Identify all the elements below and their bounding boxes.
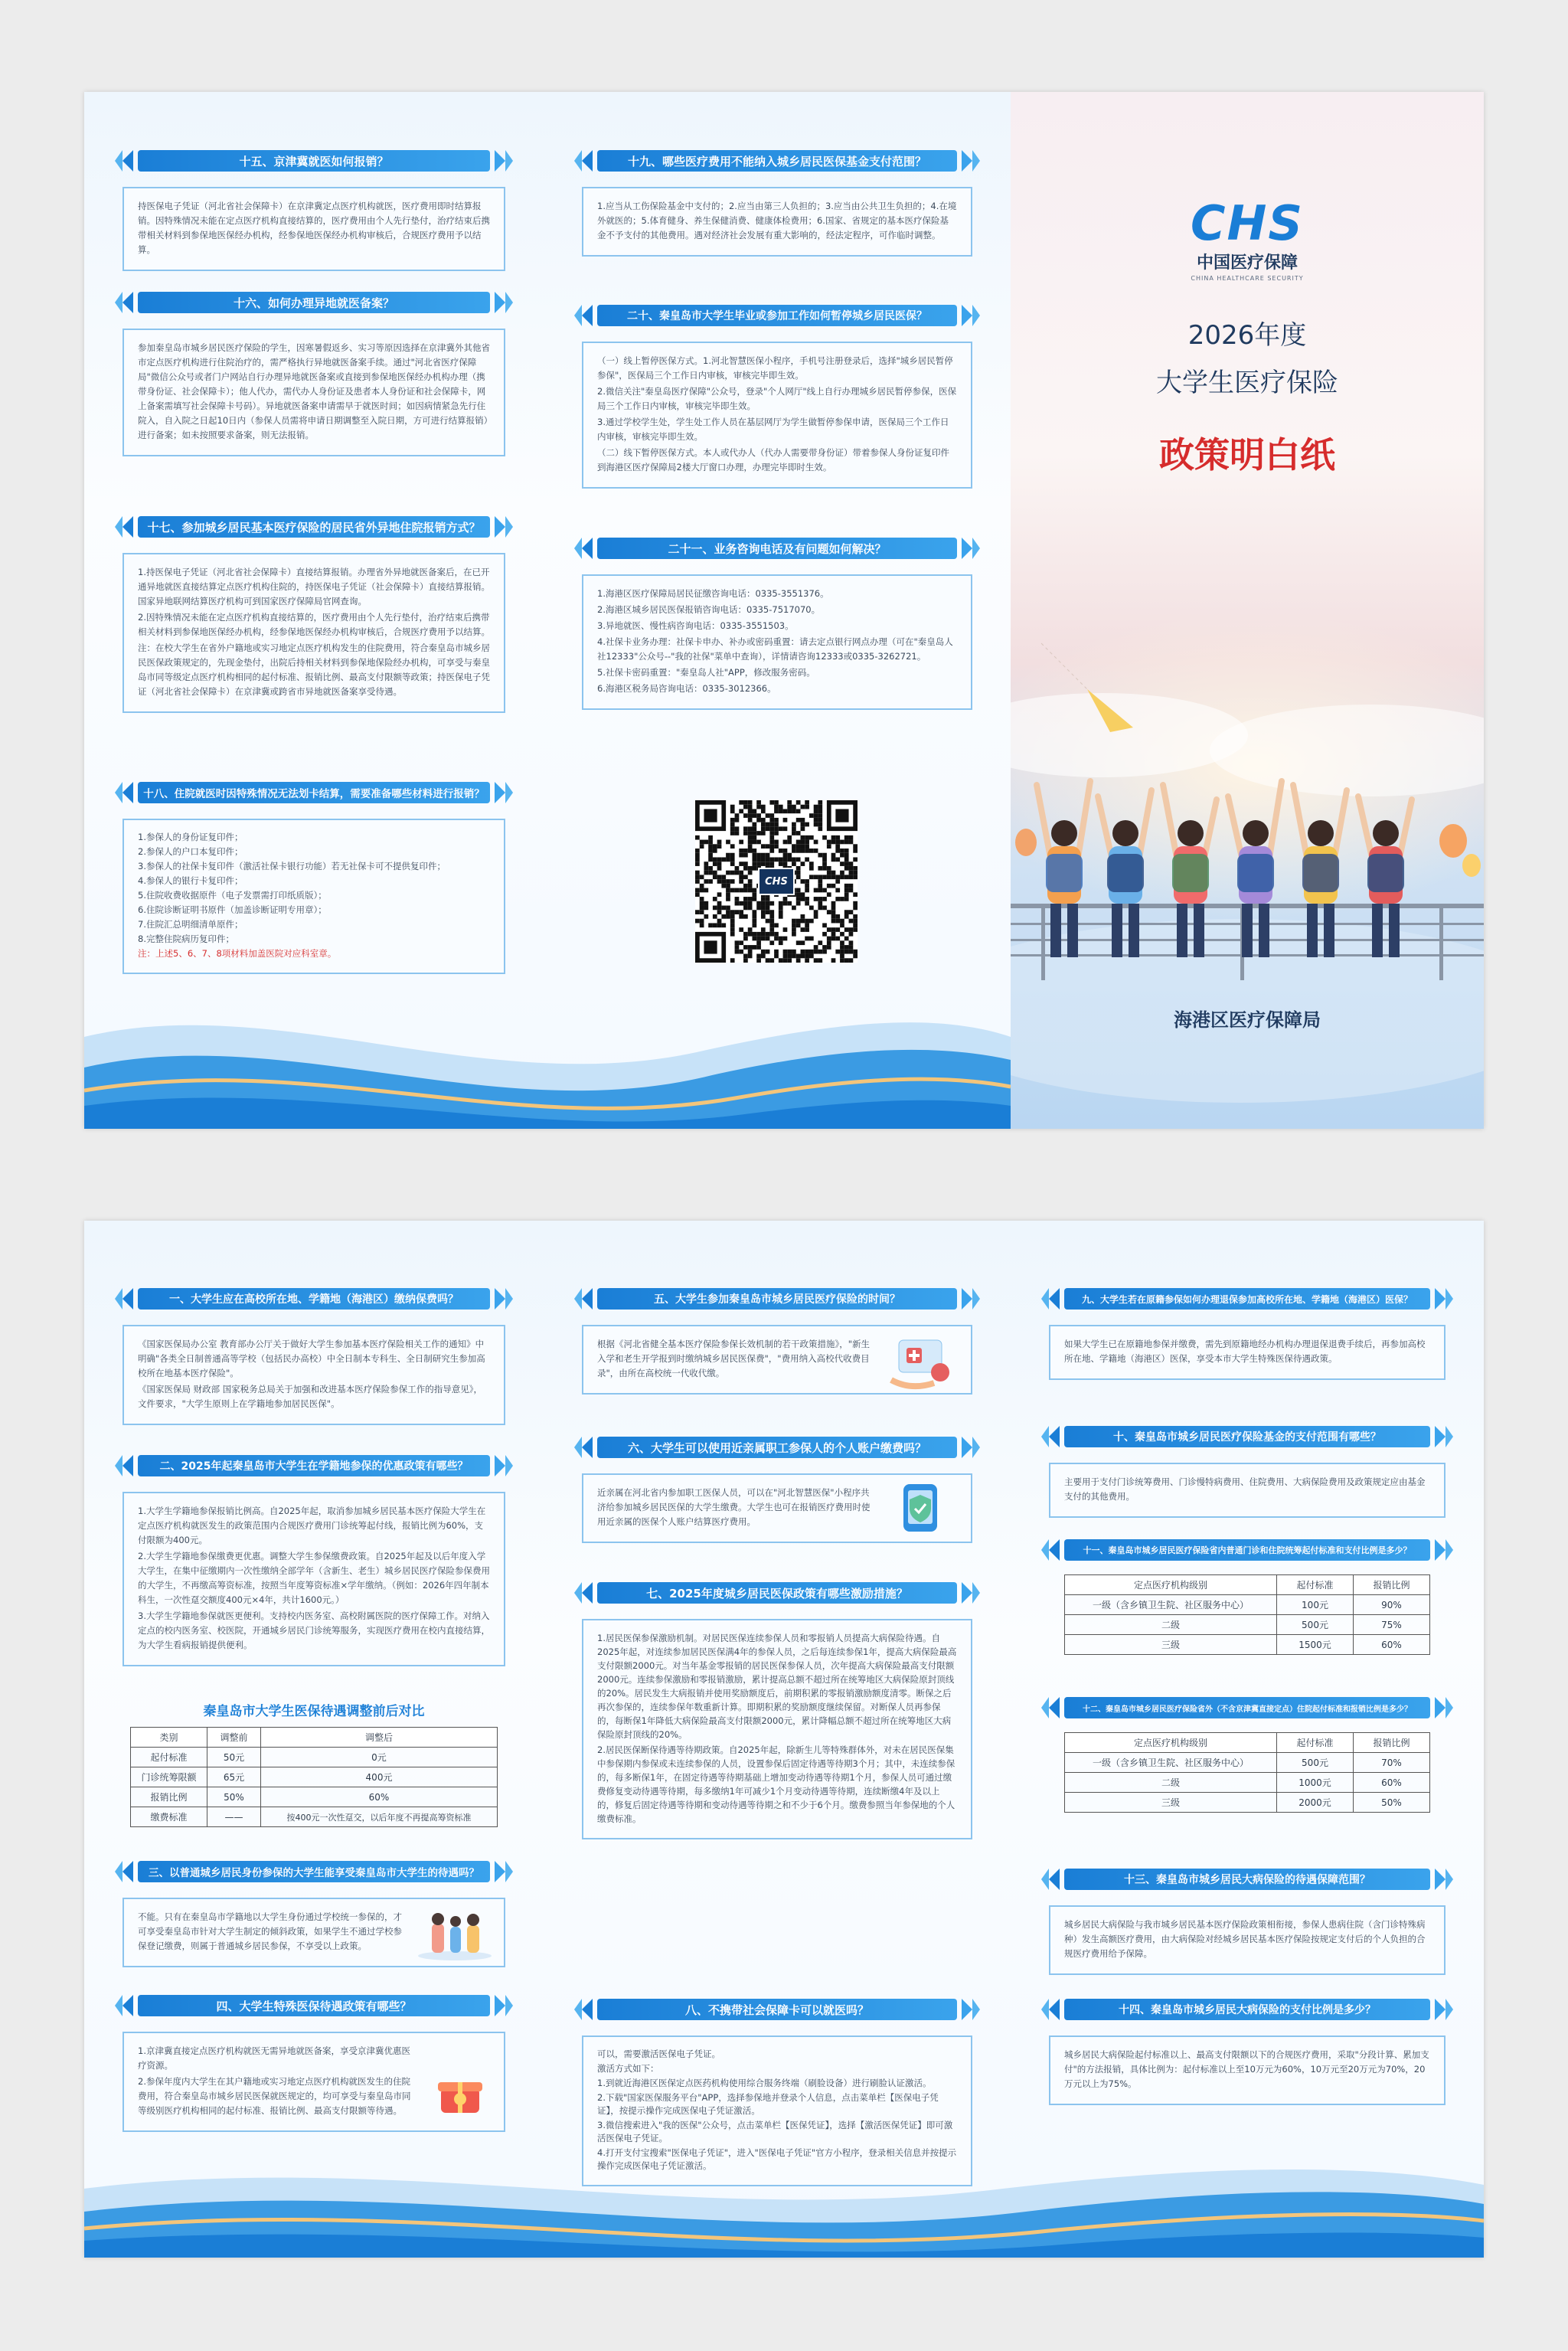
section-12 [1011,1692,1484,1813]
paragraph: 不能。只有在秦皇岛市学籍地以大学生身份通过学校统一参保的，才可享受秦皇岛市针对大学生制定的倾斜政策，如果学生不通过学校参保登记缴费，则属于普通城乡居民参保，不享受以上政策。 [138,1911,402,1951]
section-13 [1011,1864,1484,1975]
paragraph: 城乡居民大病保险起付标准以上、最高支付限额以下的合规医疗费用，采取"分段计算、累加支付"的方法报销，具体比例为：起付标准以上至10万元为60%，10万元至20万元为70%，20万元以上为75%。 [1064,2049,1429,2089]
table-row [1065,1595,1430,1615]
section-title: 六、大学生可以使用近亲属职工参保人的个人账户缴费吗？ [627,1440,926,1455]
list-item: 7.住院汇总明细清单原件； [138,919,243,930]
panel-inner-middle [544,1221,1011,2258]
section-body [1049,1463,1446,1518]
section-header [1041,1692,1453,1723]
section-body [582,574,972,710]
paragraph: 4.打开支付宝搜索"医保电子凭证"，进入"医保电子凭证"官方小程序，登录相关信息并按提示操作完成医保电子凭证激活。 [597,2147,957,2171]
section-1 [84,1283,544,1425]
paragraph: 2.下载"国家医保服务平台"APP，选择参保地并登录个人信息，点击菜单栏【医保电子凭证】，按提示操作完成医保电子凭证激活。 [597,2092,939,2116]
paragraph: 2.居民医保断保待遇等待期政策。自2025年起，除新生儿等特殊群体外，对未在居民医保集中参保期内参保或未连续参保的人员，设置参保后固定待遇等待期3个月；其中，未连续参保的，每多断保1年，在固定待遇等待期基础上增加变动待遇等待期1个月，参保人员可通过缴费修复变动待遇等待期，每多缴纳1年可减少1个月变动待遇等待期，连续断缴4年及以上的，修复后固定待遇等待期和变动待遇等待期之和不少于6个月。缴费参照当年参保地的个人缴费标准。 [597,1744,956,1824]
section-title: 四、大学生特殊医保待遇政策有哪些？ [216,1999,412,2013]
table-header-cell: 报销比例 [1354,1733,1430,1753]
table-cell: 起付标准 [131,1748,207,1767]
section-10 [1011,1421,1484,1518]
student-head [1112,820,1138,846]
section-11 [1011,1535,1484,1655]
section-header [574,146,980,176]
table-cell: —— [207,1807,261,1827]
section-body [1049,1325,1446,1380]
people-illustration-icon [416,1908,493,1962]
student-leg [1242,904,1253,957]
paragraph: （一）线上暂停医保方式。1.河北智慧医保小程序，手机号注册登录后，选择"城乡居民暂停参保"，医保局三个工作日内审核，审核完毕即生效。 [597,355,953,381]
table-row [131,1767,498,1787]
table-wrapper [1064,1574,1430,1655]
section-title: 七、2025年度城乡居民医保政策有哪些激励措施？ [646,1586,908,1601]
section-title: 九、大学生若在原籍参保如何办理退保参加高校所在地、学籍地（海港区）医保？ [1081,1293,1413,1305]
section-title: 一、大学生应在高校所在地、学籍地（海港区）缴纳保费吗？ [169,1293,459,1306]
student-head [1373,820,1399,846]
section-title: 十五、京津冀就医如何报销？ [239,154,389,168]
decorative-wave [84,983,1011,1129]
table-header-row [131,1728,498,1748]
table-cell: 缴费标准 [131,1807,207,1827]
section-title: 三、以普通城乡居民身份参保的大学生能享受秦皇岛市大学生的待遇吗？ [149,1867,479,1879]
paragraph: 可以，需要激活医保电子凭证。 [597,2049,720,2059]
section-21 [544,533,1011,710]
paragraph: 主要用于支付门诊统筹费用、门诊慢特病费用、住院费用、大病保险费用及政策规定应由基金支付的其他费用。 [1064,1476,1426,1502]
section-body [582,1325,972,1395]
paragraph: 激活方式如下： [597,2063,659,2074]
section-body [122,2032,505,2132]
section-title: 二、2025年起秦皇岛市大学生在学籍地参保的优惠政策有哪些？ [159,1460,469,1473]
table-header-row [1065,1733,1430,1753]
list-item: 5.住院收费收据原件（电子发票需打印纸质版）； [138,890,327,901]
list-item: 3.异地就医、慢性病咨询电话：0335-3551503。 [597,620,794,631]
section-15 [84,146,544,271]
table-header-row [1065,1575,1430,1595]
table-cell: 65元 [207,1767,261,1787]
paragraph: 3.通过学校学生处，学生处工作人员在基层网厅为学生做暂停参保申请，医保局三个工作日内审核，审核完毕即生效。 [597,417,949,442]
student-head [1178,820,1204,846]
section-header [115,1856,513,1887]
section-title: 十一、秦皇岛市城乡居民医疗保险省内普通门诊和住院统筹起付标准和支付比例是多少？ [1083,1545,1412,1555]
table-header-cell: 类别 [131,1728,207,1748]
section-body [122,329,505,456]
list-item: 2.参保人的户口本复印件； [138,846,243,857]
paragraph: 参加秦皇岛市城乡居民医疗保险的学生，因寒暑假返乡、实习等原因选择在京津冀外其他省市定点医疗机构进行住院治疗的，需严格执行异地就医备案手续。通过"河北省医疗保障局"微信公众号或者门户网站自行办理异地就医备案或直接到参保地医保经办机构办理（携带身份证、社会保障卡）；他人代办，需代办人身份证及患者本人身份证和社会保障卡，网上备案需填写社会保障卡号码）。异地就医备案申请需早于就医时间；如因病情紧急先行住院入，自入院之日起10日内（参保人员需将申请日期调整至入院日期，方可进行结算报销）进行备案；如未按照要求备案，则无法报销。 [138,342,490,440]
table-cell: 75% [1354,1615,1430,1635]
student-head [1308,820,1334,846]
section-body [122,1325,505,1425]
list-item: 4.参保人的银行卡复印件； [138,875,243,886]
table-row [1065,1615,1430,1635]
student-leg [1050,904,1061,957]
section-title: 十九、哪些医疗费用不能纳入城乡居民医保基金支付范围？ [627,154,926,168]
section-title: 二十、秦皇岛市大学生毕业或参加工作如何暂停城乡居民医保？ [627,310,927,322]
shield-phone-icon [893,1481,954,1535]
section-body [1049,1905,1446,1975]
section-header [574,1283,980,1314]
comparison-table-section [84,1700,544,1827]
table-cell: 按400元一次性趸交，以后年度不再提高筹资标准 [261,1807,498,1827]
section-body [122,1898,505,1967]
section-body [122,187,505,271]
table-cell: 三级 [1065,1793,1277,1813]
section-17 [84,512,544,713]
student-head [1243,820,1269,846]
section-header [115,777,513,808]
logo-english: CHINA HEALTHCARE SECURITY [1191,275,1304,282]
section-14 [1011,1994,1484,2105]
section-header [574,533,980,564]
student-backpack [1172,854,1209,892]
section-9 [1011,1283,1484,1380]
table-header-cell: 报销比例 [1354,1575,1430,1595]
student-backpack [1302,854,1339,892]
section-body [122,553,505,713]
cover-subtitle: 大学生医疗保险 [1156,368,1338,398]
table-cell: 报销比例 [131,1787,207,1807]
paragraph: 1.大学生学籍地参保报销比例高。自2025年起，取消参加城乡居民基本医疗保险大学生在定点医疗机构就医发生的政策范围内合规医疗费用门诊统筹起付线，报销比例为60%，支付限额为400元。 [138,1506,486,1545]
table-header-cell: 调整后 [261,1728,498,1748]
paragraph: 2.大学生学籍地参保缴费更优惠。调整大学生参保缴费政策。自2025年起及以后年度入学大学生，在集中征缴期内一次性缴纳全部学年（含新生、老生）城乡居民医疗保险参保费用的大学生，不再缴高筹资标准，按照当年度筹资标准×学年缴纳。（例如：2026年四年制本科生，一次性趸交额度400元×4年，共计1600元。） [138,1551,490,1605]
section-body [122,819,505,974]
paragraph: 2.因特殊情况未能在定点医疗机构直接结算的，医疗费用由个人先行垫付，治疗结束后携带相关材料到参保地医保经办机构，经参保地医保经办机构审核后，合规医疗费用予以结算。 [138,612,490,637]
table-cell: 500元 [1277,1615,1354,1635]
table-wrapper [1064,1732,1430,1813]
list-item: 3.参保人的社保卡复印件（激活社保卡银行功能）若无社保卡可不提供复印件； [138,861,446,871]
section-title: 十六、如何办理异地就医备案？ [233,296,394,310]
table-cell: 一级（含乡镇卫生院、社区服务中心） [1065,1753,1277,1773]
table-cell: 1000元 [1277,1773,1354,1793]
table-cell: 500元 [1277,1753,1354,1773]
section-title: 十七、参加城乡居民基本医疗保险的居民省外异地住院报销方式？ [147,520,481,535]
paragraph: 《国家医保局 财政部 国家税务总局关于加强和改进基本医疗保险参保工作的指导意见》，文件要求，"大学生原则上在学籍地参加居民医保"。 [138,1384,483,1409]
student-leg [1389,904,1400,957]
table-cell: 1500元 [1277,1635,1354,1655]
student-backpack [1107,854,1144,892]
section-header [115,1990,513,2021]
section-header [574,300,980,331]
section-title: 十、秦皇岛市城乡居民医疗保险基金的支付范围有哪些？ [1113,1431,1381,1444]
table-cell: 0元 [261,1748,498,1767]
section-body [582,1619,972,1839]
section-header [574,1578,980,1608]
table-cell: 60% [261,1787,498,1807]
list-item: 8.完整住院病历复印件； [138,934,234,944]
list-item: 1.参保人的身份证复印件； [138,832,243,842]
paragraph: 1.到就近海港区医保定点医药机构使用综合服务终端（刷脸设备）进行刷脸认证激活。 [597,2078,932,2088]
paragraph: 城乡居民大病保险与我市城乡居民基本医疗保险政策相衔接，参保人患病住院（含门诊特殊病种）发生高额医疗费用，由大病保险对经城乡居民基本医疗保险按规定支付后的个人负担的合规医疗费用给予保障。 [1064,1919,1426,1959]
paragraph: 3.微信搜索进入"我的医保"公众号，点击菜单栏【医保凭证】，选择【激活医保凭证】即可激活医保电子凭证。 [597,2120,953,2143]
section-title: 十三、秦皇岛市城乡居民大病保险的待遇保障范围？ [1124,1874,1370,1886]
section-4 [84,1990,544,2132]
table-cell: 三级 [1065,1635,1277,1655]
section-body [122,1492,505,1666]
student-leg [1259,904,1269,957]
paragraph: 如果大学生已在原籍地参保并缴费，需先到原籍地经办机构办理退保退费手续后，再参加高校所在地、学籍地（海港区）医保，享受本市大学生特殊医保待遇政策。 [1064,1339,1426,1364]
issuer-name: 海港区医疗保障局 [1174,1009,1321,1031]
table-cell: 90% [1354,1595,1430,1615]
section-header [574,1994,980,2025]
section-header [115,1450,513,1481]
paragraph: 《国家医保局办公室 教育部办公厅关于做好大学生参加基本医疗保险相关工作的通知》中明确"各类全日制普通高等学校（包括民办高校）中全日制本专科生、全日制研究生参加高校所在地基本医疗保险"。 [138,1339,485,1378]
qr-center-logo [758,868,795,895]
logo-mark: CHS [1190,195,1305,251]
table-title: 秦皇岛市大学生医保待遇调整前后对比 [203,1704,425,1719]
student-leg [1372,904,1383,957]
paragraph: （二）线下暂停医保方式。本人或代办人（代办人需要带身份证）带着参保人身份证复印件到海港区医疗保障局2楼大厅窗口办理，办理完毕即时生效。 [597,447,949,472]
section-title: 八、不携带社会保障卡可以就医吗？ [684,2003,869,2017]
table-cell: 一级（含乡镇卫生院、社区服务中心） [1065,1595,1277,1615]
student-leg [1324,904,1334,957]
paragraph: 2.参保年度内大学生在其户籍地或实习地定点医疗机构就医发生的住院费用，符合秦皇岛市城乡居民医保就医规定的，均可享受与秦皇岛市同等级别医疗机构相同的起付标准、报销比例、最高支付限额等待遇。 [138,2076,411,2116]
table-cell: 2000元 [1277,1793,1354,1813]
section-body [582,1473,972,1543]
paragraph: 3.大学生学籍地参保就医更便利。支持校内医务室、高校附属医院的医疗保障工作。对纳入定点的校内医务室、校医院，开通城乡居民门诊统筹服务，实现医疗费用在校内直接结算，为大学生看病报销提供便利。 [138,1610,490,1650]
paragraph: 根据《河北省健全基本医疗保险参保长效机制的若干政策措施》，"新生入学和老生开学报到时缴纳城乡居民医保费"，"费用纳入高校代收费目录"，由所在高校统一代收代缴。 [597,1339,871,1378]
logo-chinese: 中国医疗保障 [1196,253,1298,273]
brochure-inner-side [84,1221,1484,2258]
table-header-cell: 调整前 [207,1728,261,1748]
student-backpack [1367,854,1404,892]
table-row [131,1787,498,1807]
qr-logo-text: CHS [765,875,788,888]
qr-code[interactable] [695,800,858,963]
panel-left [84,92,544,1129]
section-title: 十四、秦皇岛市城乡居民大病保险的支付比例是多少？ [1119,2004,1376,2016]
section-19 [544,146,1011,257]
student-leg [1112,904,1122,957]
brochure-outer-side [84,92,1484,1129]
student-leg [1307,904,1318,957]
section-header [1041,1994,1453,2025]
paragraph: 1.居民医保参保激励机制。对居民医保连续参保人员和零报销人员提高大病保险待遇。自2025年起，对连续参加居民医保满4年的参保人员，之后每连续参保1年，提高大病保险最高支付限额2000元。对当年基金零报销的居民医保参保人员，次年提高大病保险最高支付限额2000元。连续参保激励和零报销激励，累计提高总额不超过所在统筹地区大病保险原封顶线的20%。居民发生大病报销并使用奖励额度后，前期积累的零报销激励额度清零。断保之后再次参保的，连续参保年数重新计算。即期积累的奖励额度继续保留。对断保人员再参保的，每断保1年降低大病保险最高支付限额2000元，累计降幅总额不超过所在统筹地区大病保险原封顶线的20%。 [597,1633,957,1740]
section-header [115,512,513,542]
section-title: 十八、住院就医时因特殊情况无法划卡结算，需要准备哪些材料进行报销？ [143,788,485,800]
section-2 [84,1450,544,1666]
student-leg [1177,904,1187,957]
section-header [115,146,513,176]
out-of-province-reimbursement-table [1064,1732,1430,1813]
section-3 [84,1856,544,1967]
table-row [131,1748,498,1767]
table-cell: 二级 [1065,1773,1277,1793]
paragraph: 1.持医保电子凭证（河北省社会保障卡）直接结算报销。办理省外异地就医备案后，在已开通异地就医直接结算定点医疗机构住院的，持医保电子凭证（社会保障卡）直接结算报销。国家异地联网结算医疗机构可到国家医疗保障局官网查询。 [138,567,490,607]
paragraph: 2.微信关注"秦皇岛医疗保障"公众号，登录"个人网厅"线上自行办理城乡居民暂停参保，医保局三个工作日内审核，审核完毕即生效。 [597,386,957,411]
table-header-cell: 定点医疗机构级别 [1065,1575,1277,1595]
list-item: 6.海港区税务局咨询电话：0335-3012366。 [597,683,776,694]
paragraph: 近亲属在河北省内参加职工医保人员，可以在"河北智慧医保"小程序共济给参加城乡居民医保的大学生缴费。大学生也可在报销医疗费用时使用近亲属的医保个人账户结算医疗费用。 [597,1487,871,1527]
student-backpack [1237,854,1274,892]
table-cell: 50% [1354,1793,1430,1813]
table-cell: 400元 [261,1767,498,1787]
section-header [1041,1283,1453,1314]
table-row [1065,1793,1430,1813]
table-cell: 60% [1354,1635,1430,1655]
section-20 [544,300,1011,489]
paragraph: 注：在校大学生在省外户籍地或实习地定点医疗机构发生的住院费用，符合秦皇岛市城乡居民医保政策规定的，先现金垫付，出院后持相关材料到参保地保险经办机构，可享受与秦皇岛市同等级定点医疗机构相同的起付标准、报销比例、最高支付限额等政策；持医保电子凭证（河北省社会保障卡）在京津冀或跨省市异地就医备案享受待遇。 [138,643,490,697]
paragraph: 1.应当从工伤保险基金中支付的；2.应当由第三人负担的；3.应当由公共卫生负担的；4.在境外就医的；5.体育健身、养生保健消费、健康体检费用；6.国家、省规定的基本医疗保险基金不予支付的其他费用。遇对经济社会发展有重大影响的，经法定程序，可作临时调整。 [597,201,957,240]
table-cell: 二级 [1065,1615,1277,1635]
cover-title: 政策明白纸 [1159,434,1335,476]
section-header [574,1432,980,1463]
section-7 [544,1578,1011,1839]
table-header-cell: 定点医疗机构级别 [1065,1733,1277,1753]
paragraph: 1.京津冀直接定点医疗机构就医无需异地就医备案，享受京津冀优惠医疗资源。 [138,2045,410,2071]
section-title: 十二、秦皇岛市城乡居民医疗保险省外（不含京津冀直接定点）住院起付标准和报销比例是多少？ [1083,1705,1412,1714]
table-header-cell: 起付标准 [1277,1575,1354,1595]
list-item: 6.住院诊断证明书原件（加盖诊断证明专用章）； [138,904,327,915]
list-item: 2.海港区城乡居民医保报销咨询电话：0335-7517070。 [597,604,821,615]
section-5 [544,1283,1011,1395]
table-row [1065,1773,1430,1793]
paragraph: 持医保电子凭证（河北省社会保障卡）在京津冀定点医疗机构就医，医疗费用即时结算报销。因特殊情况未能在定点医疗机构直接结算的，医疗费用由个人先行垫付，治疗结束后携带相关材料到参保地医保经办机构，经参保地医保经办机构审核后，合规医疗费用予以结算。 [138,201,490,255]
section-title: 五、大学生参加秦皇岛市城乡居民医疗保险的时间？ [654,1293,900,1306]
table-cell: 50元 [207,1748,261,1767]
note-text: 注：上述5、6、7、8项材料加盖医院对应科室章。 [138,948,337,959]
section-body [582,342,972,489]
table-row [1065,1635,1430,1655]
section-header [1041,1421,1453,1452]
table-cell: 50% [207,1787,261,1807]
comparison-table [130,1727,498,1827]
list-item: 5.社保卡密码重置："秦皇岛人社"APP，修改服务密码。 [597,667,815,678]
cover-year: 2026年度 [1187,320,1307,351]
list-item: 4.社保卡业务办理：社保卡申办、补办或密码重置：请去定点银行网点办理（可在"秦皇岛人社12333"公众号--"我的社保"菜单中查询），详情请咨询12333或0335-3262721。 [597,636,953,662]
logo [1011,195,1484,282]
table-header-cell: 起付标准 [1277,1733,1354,1753]
table-row [1065,1753,1430,1773]
section-title: 二十一、业务咨询电话及有问题如何解决？ [668,541,887,556]
table-row [131,1807,498,1827]
student-backpack [1046,854,1083,892]
table-cell: 70% [1354,1753,1430,1773]
gift-box-icon [433,2071,487,2117]
panel-inner-left [84,1221,544,2258]
section-16 [84,287,544,456]
section-header [1041,1535,1453,1565]
section-18 [84,777,544,974]
medical-card-icon [888,1334,957,1391]
decorative-wave [84,2143,1484,2258]
section-header [1041,1864,1453,1895]
panel-inner-right [1011,1221,1484,2258]
section-header [115,1283,513,1314]
section-body [582,187,972,257]
section-header [115,287,513,318]
table-cell: 100元 [1277,1595,1354,1615]
domestic-reimbursement-table [1064,1574,1430,1655]
student-leg [1194,904,1204,957]
student-leg [1129,904,1139,957]
table-cell: 门诊统筹限额 [131,1767,207,1787]
student-leg [1067,904,1078,957]
student-head [1051,820,1077,846]
table-cell: 60% [1354,1773,1430,1793]
panel-middle [544,92,1011,1129]
section-6 [544,1432,1011,1543]
panel-cover [1011,92,1484,1129]
list-item: 1.海港区医疗保障局居民征缴咨询电话：0335-3551376。 [597,588,829,599]
section-body [1049,2035,1446,2105]
